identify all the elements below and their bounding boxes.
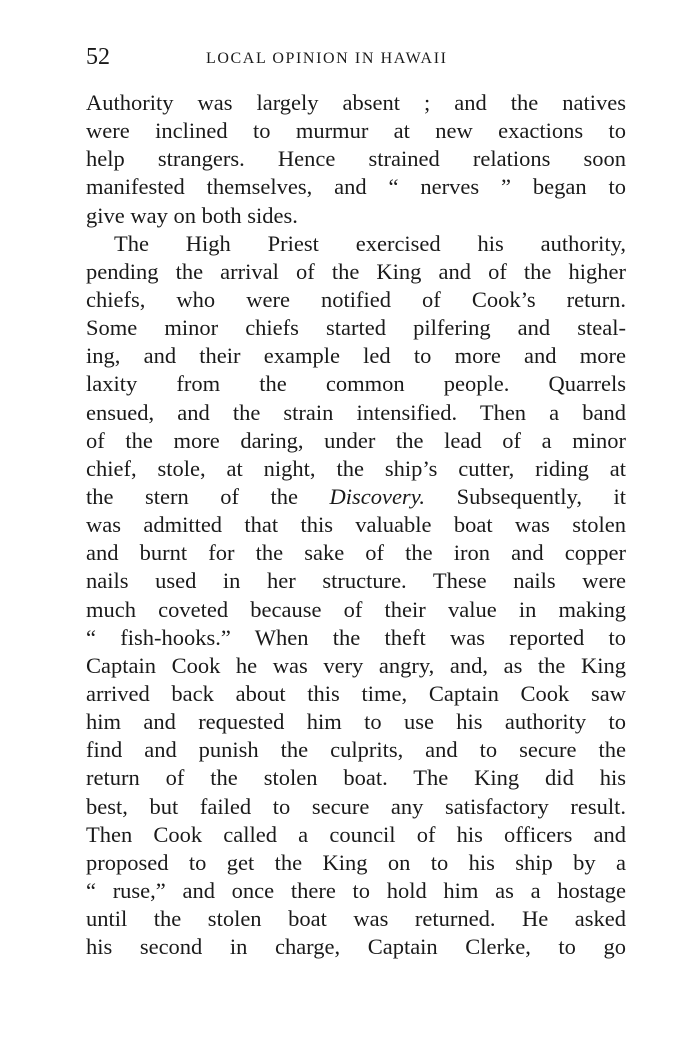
paragraph-end-line: give way on both sides. [86, 202, 298, 228]
text-line: proposed to get the King on to his ship by a [86, 849, 626, 875]
ship-name-italic: Discovery. [329, 483, 426, 509]
text-line: was admitted that this valuable boat was stolen [86, 512, 626, 538]
paragraph-start-line: The High Priest exercised his authority, [114, 230, 626, 256]
text-line: of the more daring, under the lead of a minor [86, 427, 626, 453]
text-line: Some minor chiefs started pilfering and steal- [86, 315, 626, 341]
text-line: nails used in her structure. These nails were [86, 568, 626, 594]
text-line: chief, stole, at night, the ship’s cutter, riding at [86, 455, 626, 481]
text-line: Captain Cook he was very angry, and, as the King [86, 652, 626, 678]
text-line: the stern of the Discovery. Subsequently, it [86, 483, 626, 509]
text-line: his second in charge, Captain Clerke, to go [86, 934, 626, 960]
text-line: ing, and their example led to more and more [86, 343, 626, 369]
text-line: ensued, and the strain intensified. Then a band [86, 399, 626, 425]
text-line: pending the arrival of the King and of the higher [86, 258, 626, 284]
text-line: laxity from the common people. Quarrels [86, 371, 626, 397]
body-text [86, 89, 626, 961]
text-line: him and requested him to use his authority to [86, 709, 626, 735]
text-line: “ fish-hooks.” When the theft was reported to [86, 624, 626, 650]
running-head [86, 42, 626, 72]
text-line: Then Cook called a council of his officers and [86, 821, 626, 847]
text-line: return of the stolen boat. The King did his [86, 765, 626, 791]
text-line: help strangers. Hence strained relations soon [86, 146, 626, 172]
page-number: 52 [86, 44, 110, 70]
text-line: until the stolen boat was returned. He asked [86, 906, 626, 932]
text-line: and burnt for the sake of the iron and copper [86, 540, 626, 566]
text-line: chiefs, who were notified of Cook’s return. [86, 286, 626, 312]
text-line: manifested themselves, and “ nerves ” began to [86, 174, 626, 200]
text-line: Authority was largely absent ; and the natives [86, 90, 626, 115]
text-line: arrived back about this time, Captain Cook saw [86, 680, 626, 706]
running-title: LOCAL OPINION IN HAWAII [206, 50, 448, 67]
text-line: best, but failed to secure any satisfactory result. [86, 793, 626, 819]
text-line: “ ruse,” and once there to hold him as a hostage [86, 877, 626, 903]
text-line: much coveted because of their value in making [86, 596, 626, 622]
text-line: were inclined to murmur at new exactions to [86, 118, 626, 144]
text-line: find and punish the culprits, and to secure the [86, 737, 626, 763]
